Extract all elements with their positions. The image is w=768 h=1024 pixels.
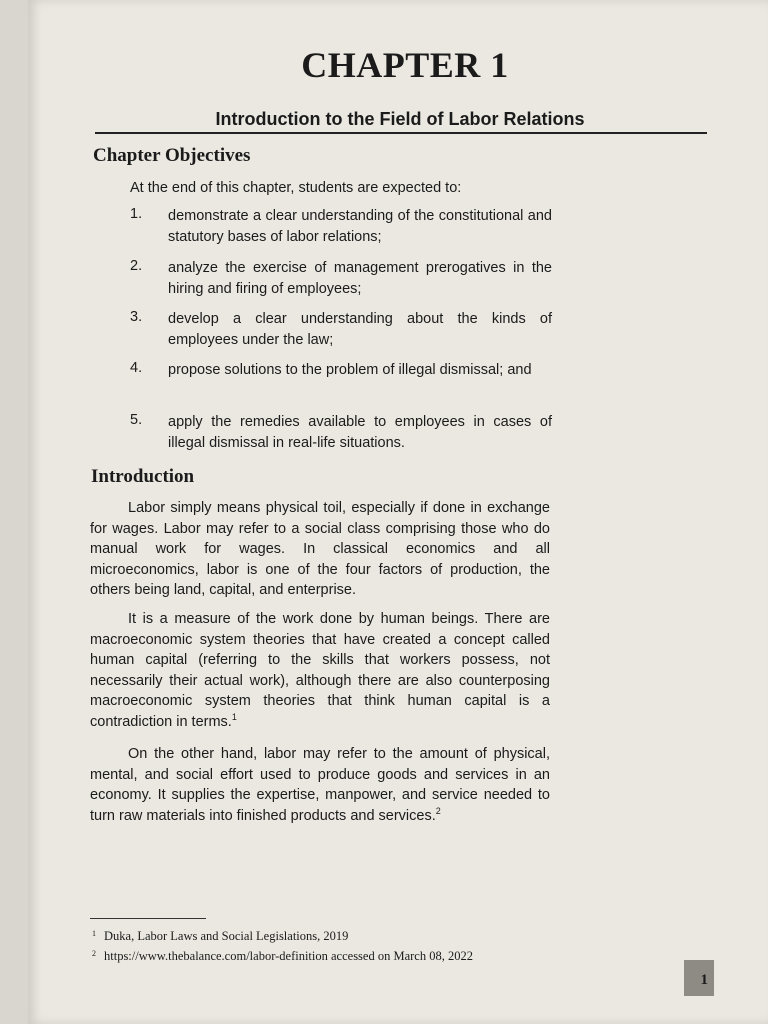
introduction-paragraph [90,609,550,732]
introduction-paragraph [90,744,550,826]
objectives-intro: At the end of this chapter, students are expected to: [130,180,462,196]
objective-text: analyze the exercise of management prerogatives in the hiring and firing of employees; [168,260,552,297]
footnote-text: https://www.thebalance.com/labor-definition accessed on March 08, 2022 [104,949,473,963]
objective-text: demonstrate a clear understanding of the constitutional and statutory bases of labor relations; [168,208,552,245]
chapter-title: Introduction to the Field of Labor Relations [215,109,585,129]
objective-text: propose solutions to the problem of illegal dismissal; and [168,362,532,378]
footnote-rule [90,918,206,919]
objective-text: develop a clear understanding about the kinds of employees under the law; [168,311,552,348]
title-rule [95,132,707,134]
paragraph-text: It is a measure of the work done by human beings. There are macroeconomic system theories that have created a concept called human capital (referring to the skills that workers possess, not necessarily their actual work), although there are also counterposing macroeconomic system theories that think human capital is a contradiction in terms. [90,611,550,730]
objective-number: 4. [130,360,143,376]
paragraph-text: Labor simply means physical toil, especially if done in exchange for wages. Labor may refer to a social class comprising those who do manual work for wages. In classical economics and all microeconomics, labor is one of the four factors of production, the others being land, capital, and enterprise. [90,500,550,598]
page-number-tab: 1 [684,960,714,996]
objective-number: 3. [130,309,143,325]
introduction-heading: Introduction [91,466,195,487]
footnote-reference: 2 [435,805,441,816]
footnote-reference: 1 [231,711,237,722]
footnote [92,929,348,944]
footnote-mark: 1 [92,929,96,938]
footnote [92,949,473,964]
chapter-number: CHAPTER 1 [301,45,509,85]
objective-number: 1. [130,206,143,222]
objectives-heading: Chapter Objectives [93,145,251,166]
footnote-text: Duka, Labor Laws and Social Legislations, 2019 [104,929,349,943]
objective-number: 2. [130,258,143,274]
objective-number: 5. [130,412,143,428]
paragraph-text: On the other hand, labor may refer to the amount of physical, mental, and social effort used to produce goods and services in an economy. It supplies the expertise, manpower, and service needed to turn raw materials into finished products and services. [90,746,550,824]
introduction-paragraph [90,498,550,601]
objective-text: apply the remedies available to employees in cases of illegal dismissal in real-life situations. [168,414,552,451]
footnote-mark: 2 [92,949,96,958]
